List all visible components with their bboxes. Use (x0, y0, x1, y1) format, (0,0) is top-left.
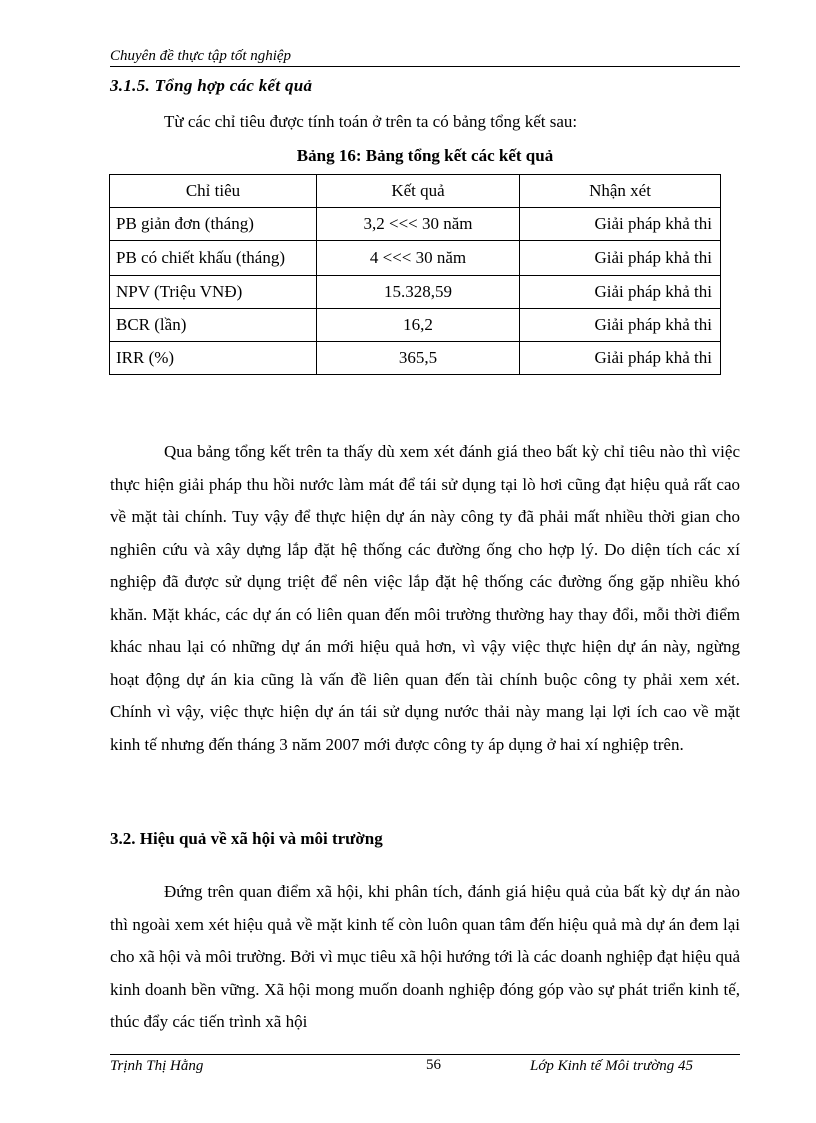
table-cell-comment: Giải pháp khả thi (520, 342, 721, 375)
body-paragraph-social: Đứng trên quan điểm xã hội, khi phân tích, đánh giá hiệu quả của bất kỳ dự án nào thì ngoài xem xét hiệu quả về mặt kinh tế còn luôn quan tâm đến hiệu quả mà dự án đem lại cho xã hội và môi trường. Bởi vì mục tiêu xã hội hướng tới là các doanh nghiệp đạt hiệu quả kinh doanh bền vững. Xã hội mong muốn doanh nghiệp đóng góp vào sự phát triển kinh tế, thúc đẩy các tiến trình xã hội (110, 882, 740, 1031)
table-cell-comment: Giải pháp khả thi (520, 276, 721, 309)
body-paragraph-summary: Qua bảng tổng kết trên ta thấy dù xem xét đánh giá theo bất kỳ chỉ tiêu nào thì việc thực hiện giải pháp thu hồi nước làm mát để tái sử dụng tại lò hơi cũng đạt hiệu quả rất cao về mặt tài chính. Tuy vậy để thực hiện dự án này công ty đã phải mất nhiều thời gian cho nghiên cứu và xây dựng lắp đặt hệ thống các đường ống cho hợp lý. Do diện tích các xí nghiệp đã được sử dụng triệt để nên việc lắp đặt hệ thống các đường ống gặp nhiều khó khăn. Mặt khác, các dự án có liên quan đến môi trường thường hay thay đổi, mỗi thời điểm khác nhau lại có những dự án mới hiệu quả hơn, vì vậy việc thực hiện dự án này, ngừng hoạt động dự án kia cũng là vấn đề liên quan đến tài chính buộc công ty phải xem xét. Chính vì vậy, việc thực hiện dự án tái sử dụng nước thải này mang lại lợi ích cao về mặt kinh tế nhưng đến tháng 3 năm 2007 mới được công ty áp dụng ở hai xí nghiệp trên. (110, 442, 740, 754)
table-cell-comment: Giải pháp khả thi (520, 241, 721, 276)
table-cell-result: 365,5 (317, 342, 520, 375)
table-caption: Bảng 16: Bảng tổng kết các kết quả (296, 146, 554, 165)
footer-page-number: 56 (426, 1057, 441, 1073)
table-row (110, 208, 721, 241)
table-row (110, 309, 721, 342)
table-intro-text: Từ các chỉ tiêu được tính toán ở trên ta có bảng tổng kết sau: (164, 112, 578, 131)
table-cell-result: 4 <<< 30 năm (317, 241, 520, 276)
table-cell-indicator: NPV (Triệu VNĐ) (110, 276, 317, 309)
table-cell-indicator: IRR (%) (110, 342, 317, 375)
table-row (110, 342, 721, 375)
table-cell-comment: Giải pháp khả thi (520, 208, 721, 241)
footer-class-name: Lớp Kinh tế Môi trường 45 (530, 1058, 693, 1074)
table-cell-indicator: PB có chiết khấu (tháng) (110, 241, 317, 276)
table-cell-comment: Giải pháp khả thi (520, 309, 721, 342)
table-cell-result: 3,2 <<< 30 năm (317, 208, 520, 241)
page-footer (110, 1054, 740, 1079)
section-heading-3-2: 3.2. Hiệu quả về xã hội và môi trường (110, 829, 383, 848)
column-header-indicator: Chỉ tiêu (110, 175, 317, 208)
footer-author: Trịnh Thị Hằng (110, 1058, 204, 1074)
table-cell-indicator: PB giản đơn (tháng) (110, 208, 317, 241)
table-header-row (110, 175, 721, 208)
table-cell-result: 15.328,59 (317, 276, 520, 309)
results-table (109, 174, 721, 375)
section-heading-3-1-5: 3.1.5. Tổng hợp các kết quả (110, 76, 313, 95)
table-row (110, 241, 721, 276)
page-header: Chuyên đề thực tập tốt nghiệp (110, 46, 740, 67)
column-header-result: Kết quả (317, 175, 520, 208)
table-cell-result: 16,2 (317, 309, 520, 342)
column-header-comment: Nhận xét (520, 175, 721, 208)
table-row (110, 276, 721, 309)
table-cell-indicator: BCR (lần) (110, 309, 317, 342)
